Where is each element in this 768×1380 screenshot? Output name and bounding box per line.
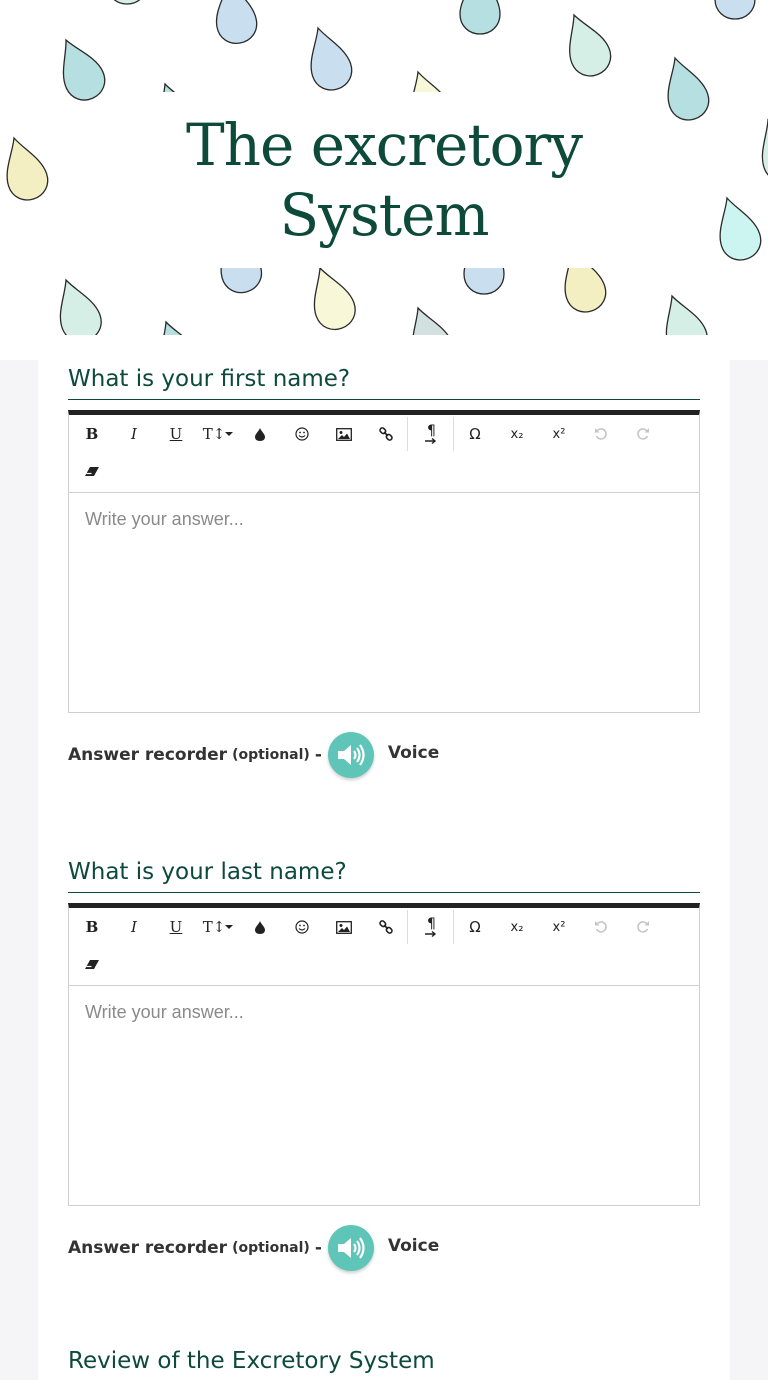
link-icon[interactable] — [365, 415, 407, 453]
bold-icon[interactable]: B — [85, 425, 99, 443]
question-first-name — [68, 360, 700, 713]
voice-label[interactable]: Voice — [387, 743, 440, 763]
image-icon[interactable] — [323, 908, 365, 946]
answer-textarea[interactable]: Write your answer... — [85, 509, 244, 529]
voice-record-button[interactable] — [328, 732, 374, 778]
rich-text-editor — [68, 410, 700, 713]
question-title: What is your last name? — [68, 853, 700, 893]
font-size-label: T↕ — [202, 918, 226, 936]
title-line-2: System — [279, 181, 489, 249]
editor-toolbar — [69, 415, 699, 493]
voice-record-button[interactable] — [328, 1225, 374, 1271]
emoji-icon[interactable] — [281, 908, 323, 946]
italic-icon[interactable]: I — [131, 425, 137, 443]
special-char-icon[interactable]: Ω — [469, 425, 481, 443]
undo-icon[interactable] — [580, 908, 622, 946]
answer-recorder — [68, 730, 439, 780]
recorder-label: Answer recorder — [68, 745, 228, 765]
question-title: What is your first name? — [68, 360, 700, 400]
answer-recorder — [68, 1223, 439, 1273]
subscript-icon[interactable]: x₂ — [510, 426, 524, 442]
link-icon[interactable] — [365, 908, 407, 946]
editor-toolbar — [69, 908, 699, 986]
italic-icon[interactable]: I — [131, 918, 137, 936]
redo-icon[interactable] — [622, 908, 664, 946]
chevron-down-icon — [225, 431, 233, 437]
recorder-optional: (optional) — [232, 747, 310, 763]
title-box — [150, 92, 618, 268]
font-size-icon[interactable] — [197, 908, 239, 946]
rich-text-editor — [68, 903, 700, 1206]
title-line-1: The excretory — [185, 111, 583, 179]
recorder-optional: (optional) — [232, 1240, 310, 1256]
svg-text:¶: ¶ — [426, 423, 436, 439]
underline-icon[interactable]: U — [169, 918, 183, 936]
paragraph-icon[interactable] — [408, 908, 453, 946]
font-size-icon[interactable] — [197, 415, 239, 453]
recorder-label: Answer recorder — [68, 1238, 228, 1258]
voice-label[interactable]: Voice — [387, 1236, 440, 1256]
emoji-icon[interactable] — [281, 415, 323, 453]
recorder-dash: - — [314, 745, 322, 765]
svg-text:¶: ¶ — [426, 916, 436, 932]
superscript-icon[interactable]: x² — [552, 919, 566, 935]
header-banner — [0, 0, 768, 360]
eraser-icon[interactable] — [71, 946, 113, 984]
bold-icon[interactable]: B — [85, 918, 99, 936]
color-icon[interactable] — [239, 908, 281, 946]
undo-icon[interactable] — [580, 415, 622, 453]
chevron-down-icon — [225, 924, 233, 930]
color-icon[interactable] — [239, 415, 281, 453]
recorder-dash: - — [314, 1238, 322, 1258]
subscript-icon[interactable]: x₂ — [510, 919, 524, 935]
answer-textarea[interactable]: Write your answer... — [85, 1002, 244, 1022]
special-char-icon[interactable]: Ω — [469, 918, 481, 936]
speaker-icon — [336, 742, 366, 768]
image-icon[interactable] — [323, 415, 365, 453]
section-title: Review of the Excretory System — [68, 1348, 435, 1374]
paragraph-icon[interactable] — [408, 415, 453, 453]
redo-icon[interactable] — [622, 415, 664, 453]
speaker-icon — [336, 1235, 366, 1261]
page-title — [186, 110, 582, 250]
eraser-icon[interactable] — [71, 453, 113, 491]
question-last-name — [68, 853, 700, 1206]
underline-icon[interactable]: U — [169, 425, 183, 443]
superscript-icon[interactable]: x² — [552, 426, 566, 442]
font-size-label: T↕ — [202, 425, 226, 443]
form-card — [38, 360, 730, 1380]
